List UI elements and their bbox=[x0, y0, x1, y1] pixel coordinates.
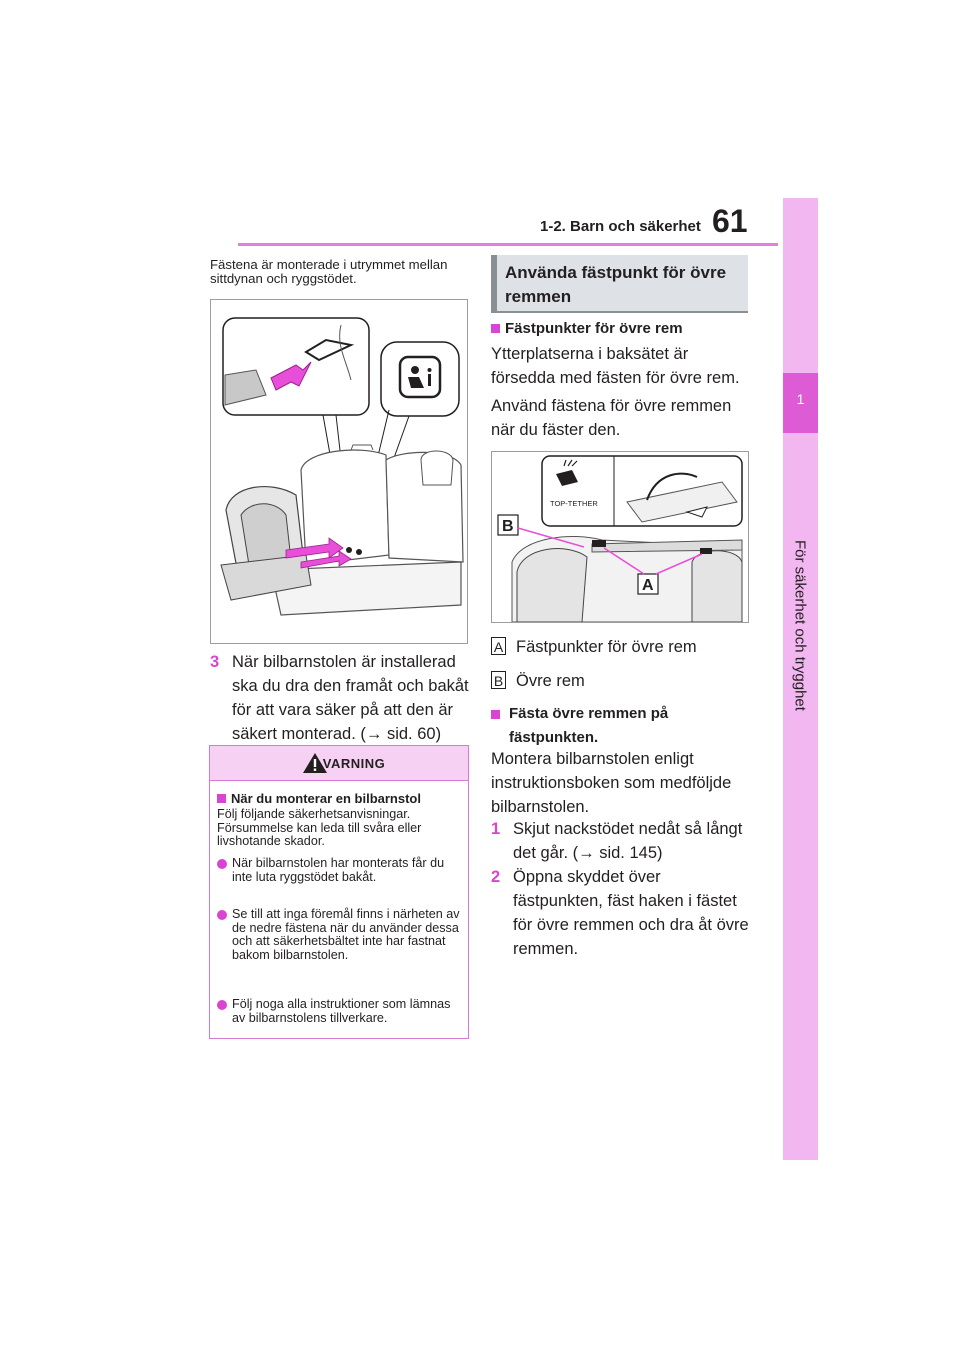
square-bullet-icon bbox=[217, 794, 226, 803]
section-title: Använda fästpunkt för övre remmen bbox=[505, 263, 727, 306]
page-number: 61 bbox=[712, 203, 748, 239]
legend-item-a bbox=[491, 637, 697, 657]
warning-box bbox=[209, 745, 469, 1039]
square-bullet-icon bbox=[491, 710, 500, 719]
heading-accent bbox=[491, 255, 497, 311]
top-tether-svg bbox=[492, 452, 748, 622]
legend-key: B bbox=[491, 671, 506, 689]
tether-label: TOP-TETHER bbox=[550, 499, 598, 508]
step-3 bbox=[210, 650, 472, 746]
step-number: 3 bbox=[210, 653, 220, 671]
warning-bullet: Följ noga alla instruktioner som lämnas av bilbarnstolens tillverkare. bbox=[217, 998, 465, 1025]
lower-anchor-illustration bbox=[210, 299, 468, 644]
header-rule bbox=[238, 243, 778, 246]
legend-text: Fästpunkter för övre rem bbox=[516, 638, 697, 656]
legend-key: A bbox=[491, 637, 506, 655]
paragraph: Använd fästena för övre remmen när du fäster den. bbox=[491, 397, 732, 439]
section-breadcrumb: 1-2. Barn och säkerhet bbox=[540, 218, 701, 235]
subheading-attach-tether: Fästa övre remmen på fästpunkten. bbox=[491, 702, 751, 750]
warning-bullet: När bilbarnstolen har monterats får du inte luta ryggstödet bakåt. bbox=[217, 857, 465, 884]
bullet-dot-icon bbox=[217, 1000, 227, 1010]
rear-seat-illustration bbox=[211, 300, 467, 643]
step-1 bbox=[491, 817, 753, 865]
side-tab-label: För säkerhet och trygghet bbox=[791, 540, 809, 711]
subheading-anchor-points: Fästpunkter för övre rem bbox=[491, 320, 683, 337]
bullet-dot-icon bbox=[217, 910, 227, 920]
side-tab-number: 1 bbox=[796, 391, 805, 407]
step-text: När bilbarnstolen är installerad ska du dra den framåt och bakåt för att vara säker på att den är säkert monterad. (→ sid. 60) bbox=[232, 653, 469, 743]
warning-paragraph: Följ följande säkerhetsanvisningar. Försummelse kan leda till svåra eller livshotande skador. bbox=[217, 807, 422, 848]
step-number: 1 bbox=[491, 820, 501, 838]
legend-text: Övre rem bbox=[516, 672, 585, 690]
step-text: Skjut nackstödet nedåt så långt det går. (→ sid. 145) bbox=[513, 820, 743, 862]
step-2 bbox=[491, 865, 753, 961]
bullet-dot-icon bbox=[217, 859, 227, 869]
step-text: Öppna skyddet över fästpunkten, fäst haken i fästet för övre remmen och dra åt övre remmen. bbox=[513, 868, 749, 958]
label-b: B bbox=[502, 518, 514, 535]
legend-item-b bbox=[491, 671, 585, 691]
paragraph: Montera bilbarnstolen enligt instruktionsboken som medföljde bilbarnstolen. bbox=[491, 750, 732, 816]
warning-title: VARNING bbox=[322, 756, 386, 771]
step-number: 2 bbox=[491, 868, 501, 886]
square-bullet-icon bbox=[491, 324, 500, 333]
top-tether-illustration bbox=[491, 451, 749, 623]
paragraph: Ytterplatserna i baksätet är försedda med fästen för övre rem. bbox=[491, 345, 740, 387]
warning-subheading: När du monterar en bilbarnstol bbox=[217, 791, 421, 806]
warning-header bbox=[210, 746, 468, 781]
warning-bullet: Se till att inga föremål finns i närheten av de nedre fästena när du använder dessa och att säkerhetsbältet inte har fastnat bakom bilbarnstolen. bbox=[217, 908, 465, 962]
intro-text: Fästena är monterade i utrymmet mellan sittdynan och ryggstödet. bbox=[210, 257, 448, 286]
label-a: A bbox=[642, 577, 654, 594]
section-heading bbox=[491, 255, 748, 313]
